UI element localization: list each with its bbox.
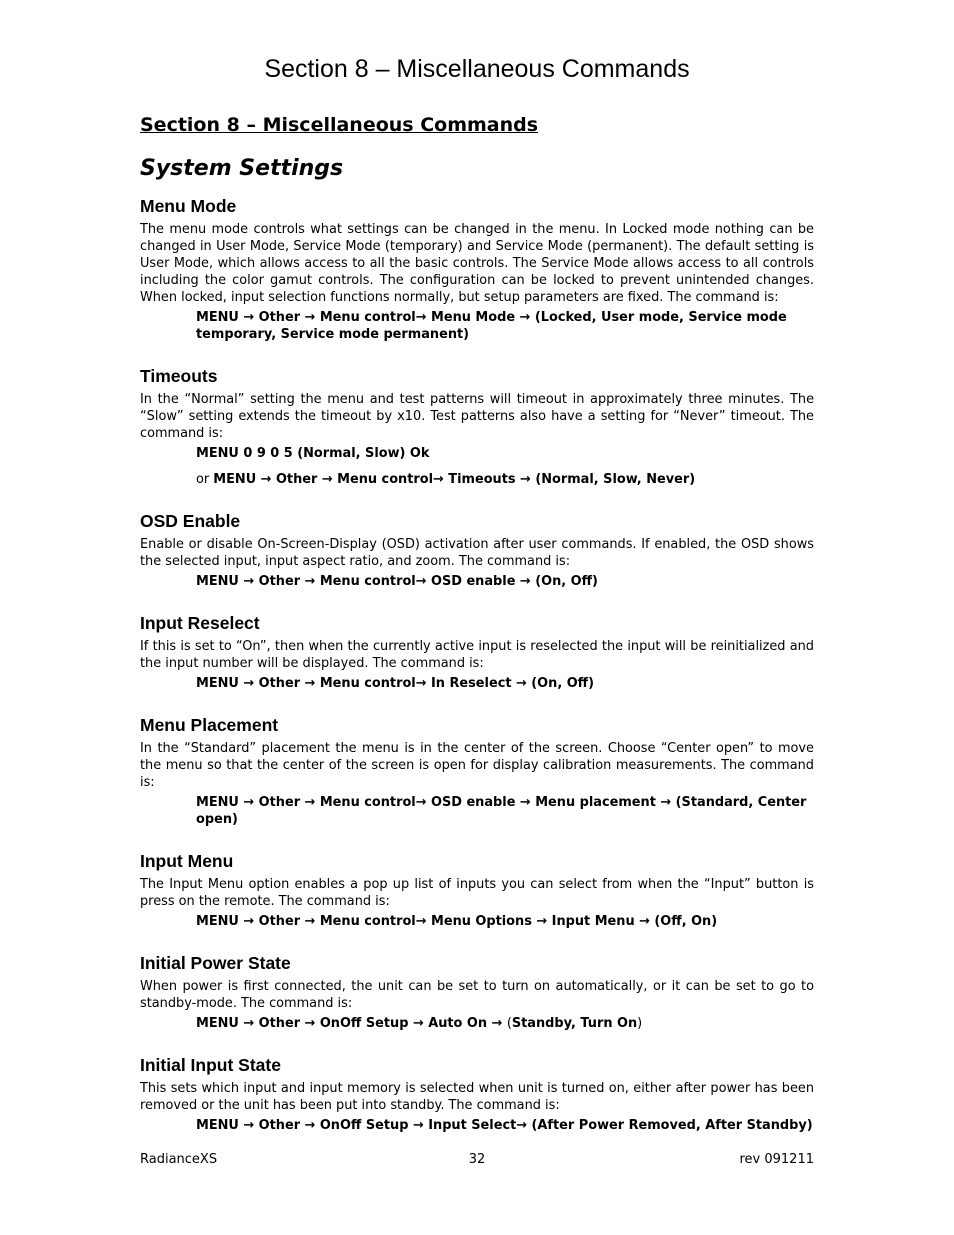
timeouts-command: MENU 0 9 0 5 (Normal, Slow) Ok [196,446,430,461]
menu-mode-command: MENU → Other → Menu control→ Menu Mode → (Locked, User mode, Service mode temporary, Service mode permanent) [196,310,787,342]
timeouts-text: In the “Normal” setting the menu and test patterns will timeout in approximately three minutes. The “Slow” setting extends the timeout by x10. Test patterns also have a setting for “Never” timeout. The command is: [140,392,814,441]
timeouts-heading: Timeouts [140,366,218,386]
power-command-options: Standby, Turn On [511,1016,638,1031]
input-reselect-text: If this is set to “On”, then when the currently active input is reselected the input will be reinitialized and the input number will be displayed. The command is: [140,639,814,671]
initial-input-state-block [140,1054,814,1134]
input-reselect-heading: Input Reselect [140,613,260,633]
osd-enable-block [140,510,814,590]
initial-power-state-text: When power is first connected, the unit can be set to turn on automatically, or it can be set to go to standby-mode. The command is: [140,979,814,1011]
initial-power-state-command [196,1015,814,1032]
power-command-open-paren: ( [506,1016,512,1031]
menu-mode-block [140,195,814,343]
page-header: Section 8 – Miscellaneous Commands [264,55,690,83]
menu-placement-text: In the “Standard” placement the menu is in the center of the screen. Choose “Center open” to move the menu so that the center of the screen is open for display calibration measurements. The command is: [140,741,814,790]
initial-input-state-text: This sets which input and input memory is selected when unit is turned on, either after power has been removed or the unit has been put into standby. The command is: [140,1081,814,1113]
footer-page-number: 32 [468,1152,486,1167]
initial-input-state-command: MENU → Other → OnOff Setup → Input Select→ (After Power Removed, After Standby) [196,1118,813,1133]
timeouts-or-prefix: or [196,472,214,487]
osd-enable-command: MENU → Other → Menu control→ OSD enable → (On, Off) [196,574,598,589]
power-command-path: MENU → Other → OnOff Setup → Auto On → [196,1016,507,1031]
input-menu-text: The Input Menu option enables a pop up list of inputs you can select from when the “Input” button is press on the remote. The command is: [140,877,814,909]
initial-power-state-block [140,952,814,1032]
input-menu-command: MENU → Other → Menu control→ Menu Options → Input Menu → (Off, On) [196,914,718,929]
initial-input-state-heading: Initial Input State [140,1055,281,1075]
menu-mode-heading: Menu Mode [140,196,237,216]
footer-product-name: RadianceXS [140,1152,218,1167]
osd-enable-heading: OSD Enable [140,511,241,531]
footer-revision: rev 091211 [739,1152,814,1167]
timeouts-block [140,365,814,488]
menu-placement-block [140,714,814,828]
osd-enable-text: Enable or disable On-Screen-Display (OSD) activation after user commands. If enabled, the OSD shows the selected input, input aspect ratio, and zoom. The command is: [140,537,814,569]
menu-mode-text: The menu mode controls what settings can be changed in the menu. In Locked mode nothing can be changed in User Mode, Service Mode (temporary) and Service Mode (permanent). The default setting is User Mode, which allows access to all the basic controls. The Service Mode allows access to all controls including the color gamut controls. The configuration can be locked to prevent unintended changes. When locked, input selection functions normally, but setup parameters are fixed. The command is: [140,222,814,305]
timeouts-command-alt-text: MENU → Other → Menu control→ Timeouts → (Normal, Slow, Never) [213,472,696,487]
input-reselect-block [140,612,814,692]
timeouts-command-alt [196,471,814,488]
document-body [140,114,814,1156]
power-command-close-paren: ) [637,1016,643,1031]
section-title: Section 8 – Miscellaneous Commands [140,114,539,136]
initial-power-state-heading: Initial Power State [140,953,291,973]
system-settings-title: System Settings [140,156,344,181]
input-reselect-command: MENU → Other → Menu control→ In Reselect → (On, Off) [196,676,594,691]
input-menu-block [140,850,814,930]
menu-placement-heading: Menu Placement [140,715,279,735]
menu-placement-command: MENU → Other → Menu control→ OSD enable → Menu placement → (Standard, Center open) [196,795,807,827]
input-menu-heading: Input Menu [140,851,234,871]
